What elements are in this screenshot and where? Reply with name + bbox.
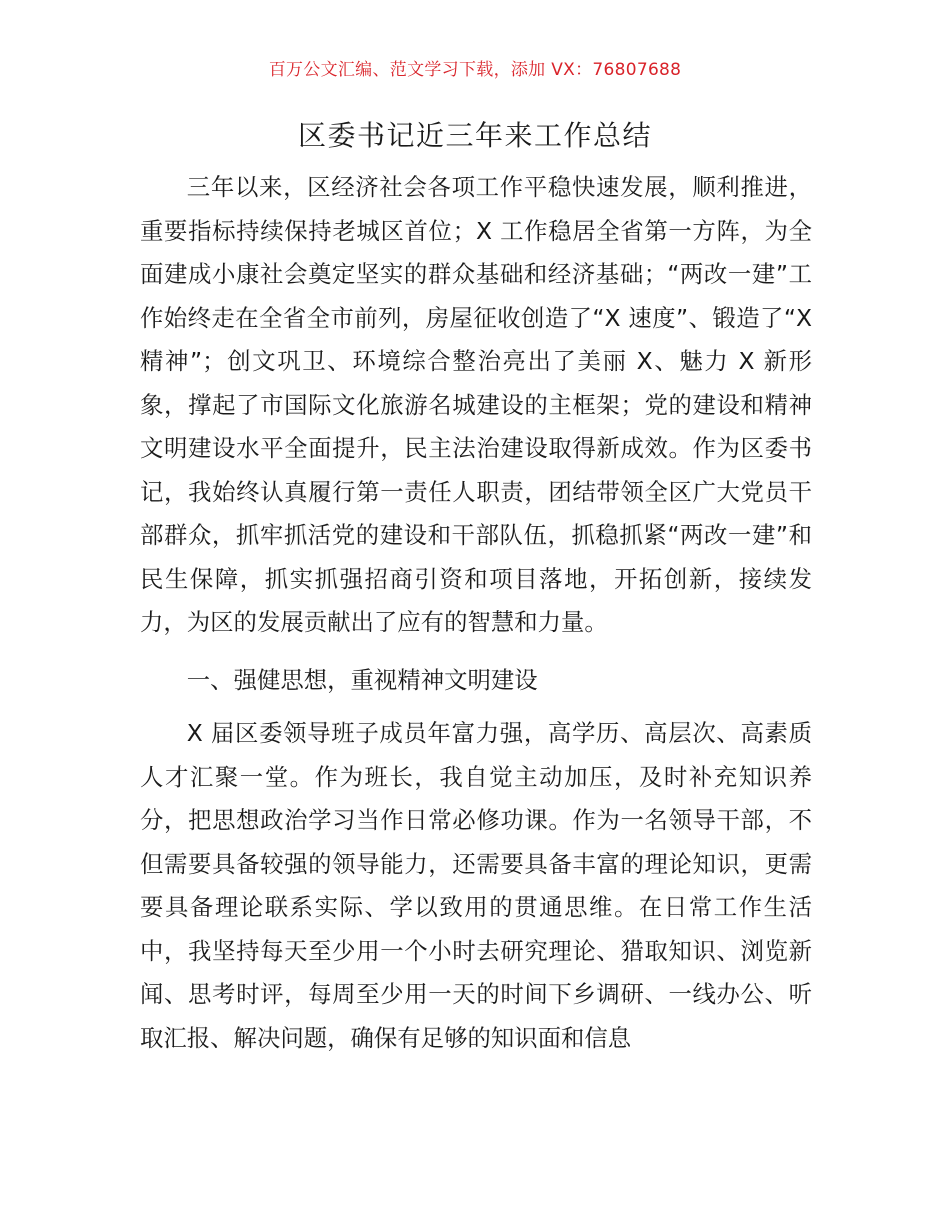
section-heading-1: 一、强健思想，重视精神文明建设: [186, 665, 538, 694]
header-promo-note: 百万公文汇编、范文学习下载，添加 VX：76807688: [268, 60, 682, 80]
body-paragraph-section-1: X 届区委领导班子成员年富力强，高学历、高层次、高素质人才汇聚一堂。作为班长，我自觉主动加压，及时补充知识养分，把思想政治学习当作日常必修功课。作为一名领导干部，不但需要具备较强的领导能力，还需要具备丰富的理论知识，更需要具备理论联系实际、学以致用的贯通思维。在日常工作生活中，我坚持每天至少用一个小时去研究理论、猎取知识、浏览新闻、思考时评，每周至少用一天的时间下乡调研、一线办公、听取汇报、解决问题，确保有足够的知识面和信息: [140, 719, 812, 1052]
document-body: [140, 166, 812, 1060]
body-paragraph-intro: 三年以来，区经济社会各项工作平稳快速发展，顺利推进，重要指标持续保持老城区首位；X 工作稳居全省第一方阵，为全面建成小康社会奠定坚实的群众基础和经济基础；“两改一建”工作始终走在全省全市前列，房屋征收创造了“X 速度”、锻造了“X 精神”；创文巩卫、环境综合整治亮出了美丽 X、魅力 X 新形象，撑起了市国际文化旅游名城建设的主框架；党的建设和精神文明建设水平全面提升，民主法治建设取得新成效。作为区委书记，我始终认真履行第一责任人职责，团结带领全区广大党员干部群众，抓牢抓活党的建设和干部队伍，抓稳抓紧“两改一建”和民生保障，抓实抓强招商引资和项目落地，开拓创新，接续发力，为区的发展贡献出了应有的智慧和力量。: [140, 173, 812, 636]
document-title: 区委书记近三年来工作总结: [297, 119, 652, 152]
